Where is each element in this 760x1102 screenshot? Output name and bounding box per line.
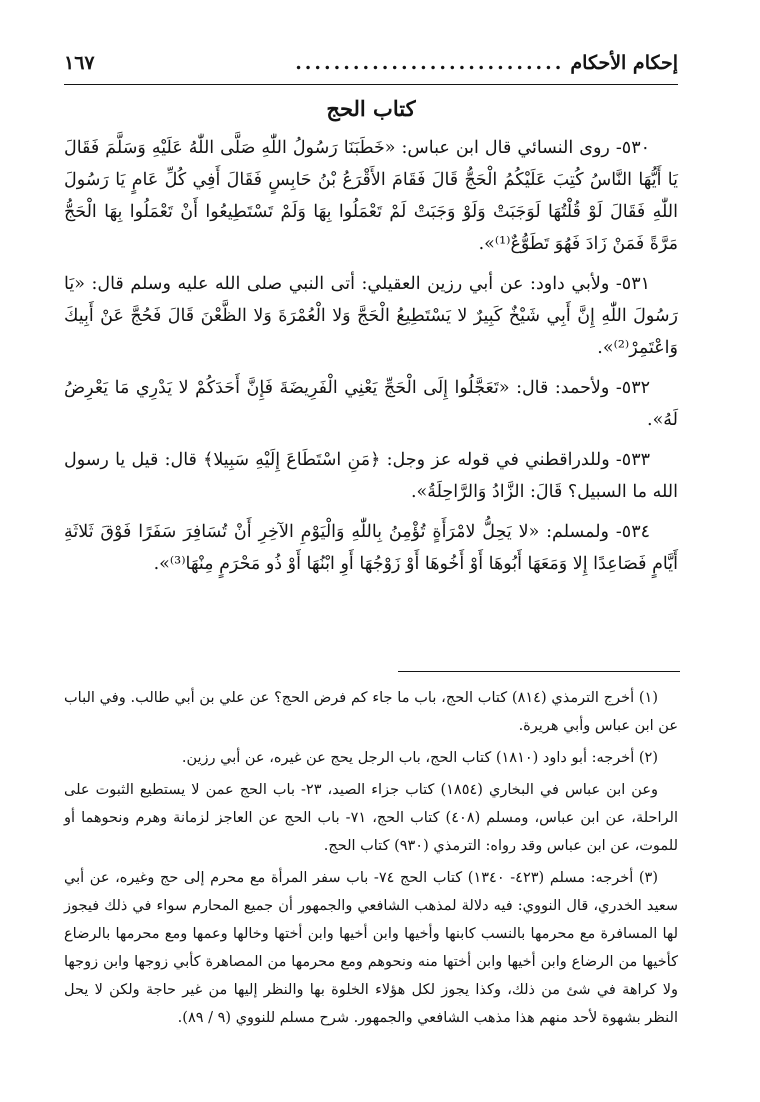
main-text [64, 132, 678, 588]
chapter-title: كتاب الحج [326, 96, 416, 121]
footnote-3: (٣) أخرجه: مسلم (٤٢٣- ١٣٤٠) كتاب الحج ٧٤- باب سفر المرأة مع محرم إلى حج وغيره، عن أبي سعيد الخدري، قال النووي: فيه دلالة لمذهب الشافعي والجمهور أن جميع المحارم سواء في ذلك فيجوز لها المسافرة مع محرمها بالنسب كابنها وأخيها وابن أخيها وابن أختها وخالها وعمها ومع محرمها بالرضاع كأخيها من الرضاع وابن أخيها وابن أختها منه ونحوهم ومع محرمها من المصاهرة كأبي زوجها وابن زوجها ولا كراهة في شئ من ذلك، وكذا يجوز لكل هؤلاء الخلوة بها والنظر إليها من غير حاجة ولكن لا يحل النظر بشهوة لأحد منهم هذا مذهب الشافعي والجمهور. شرح مسلم للنووي (٩ / ٨٩). [64, 870, 678, 1026]
footnote-2: (٢) أخرجه: أبو داود (١٨١٠) كتاب الحج، باب الرجل يحج عن غيره، عن أبي رزين. [181, 750, 658, 766]
hadith-532: ٥٣٢- ولأحمد: قال: «تَعَجَّلُوا إِلَى الْحَجِّ يَعْنِي الْفَرِيضَةَ فَإِنَّ أَحَدَكُمْ لا يَدْرِي مَا يَعْرِضُ لَهُ». [64, 378, 678, 430]
book-title: إحكام الأحكام [570, 52, 678, 74]
footnote-2-continued: وعن ابن عباس في البخاري (١٨٥٤) كتاب جزاء الصيد، ٢٣- باب الحج عمن لا يستطيع الثبوت على الراحلة، عن ابن عباس، ومسلم (٤٠٨) كتاب الحج، ٧١- باب الحج عن العاجز لزمانة وهرم ونحوهما أو للموت، عن ابن عباس وقد رواه: الترمذي (٩٣٠) كتاب الحج. [64, 782, 678, 854]
hadith-530: ٥٣٠- روى النسائي قال ابن عباس: «خَطَبَنَا رَسُولُ اللّٰهِ صَلَّى اللّٰهُ عَلَيْهِ وَسَلَّمَ فَقَالَ يَا أَيُّهَا النَّاسُ كُتِبَ عَلَيْكُمُ الْحَجُّ قَالَ فَقَامَ الأَقْرَعُ بْنُ حَابِسٍ فَقَالَ أَفِي كُلِّ عَامٍ يَا رَسُولَ اللّٰهِ فَقَالَ لَوْ قُلْتُهَا لَوَجَبَتْ وَلَوْ وَجَبَتْ لَمْ تَعْمَلُوا بِهَا وَلَمْ تَسْتَطِيعُوا أَنْ تَعْمَلُوا بِهَا الْحَجُّ مَرَّةً فَمَنْ زَادَ فَهُوَ تَطَوُّعٌ⁽¹⁾». [64, 138, 678, 254]
hadith-531: ٥٣١- ولأبي داود: عن أبي رزين العقيلي: أتى النبي صلى الله عليه وسلم قال: «يَا رَسُولَ اللّٰهِ إِنَّ أَبِي شَيْخٌ كَبِيرٌ لا يَسْتَطِيعُ الْحَجَّ وَلا الْعُمْرَةَ وَلا الظَّعْنَ قَالَ فَحُجَّ عَنْ أَبِيكَ وَاعْتَمِرْ⁽²⁾». [64, 274, 678, 358]
footnotes [64, 684, 678, 1036]
footnote-1: (١) أخرج الترمذي (٨١٤) كتاب الحج، باب ما جاء كم فرض الحج؟ عن علي بن أبي طالب. وفي الباب عن ابن عباس وأبي هريرة. [64, 690, 678, 734]
header-leader-dots: ............................ [295, 52, 565, 74]
running-header [64, 52, 678, 74]
hadith-534: ٥٣٤- ولمسلم: «لا يَحِلُّ لامْرَأَةٍ تُؤْمِنُ بِاللّٰهِ وَالْيَوْمِ الآخِرِ أَنْ تُسَافِرَ سَفَرًا فَوْقَ ثَلاثَةِ أَيَّامٍ فَصَاعِدًا إِلا وَمَعَهَا أَبُوهَا أَوْ أَخُوهَا أَوْ زَوْجُهَا أَوِ ابْنُهَا أَوْ ذُو مَحْرَمٍ مِنْهَا⁽³⁾». [64, 522, 678, 574]
header-rule [64, 84, 678, 85]
footnote-separator [398, 671, 680, 672]
page-number: ١٦٧ [64, 52, 95, 74]
hadith-533: ٥٣٣- وللدراقطني في قوله عز وجل: ﴿مَنِ اسْتَطَاعَ إِلَيْهِ سَبِيلا﴾ قال: قيل يا رسول الله ما السبيل؟ قَالَ: الزَّادُ وَالرَّاحِلَةُ». [64, 450, 678, 502]
